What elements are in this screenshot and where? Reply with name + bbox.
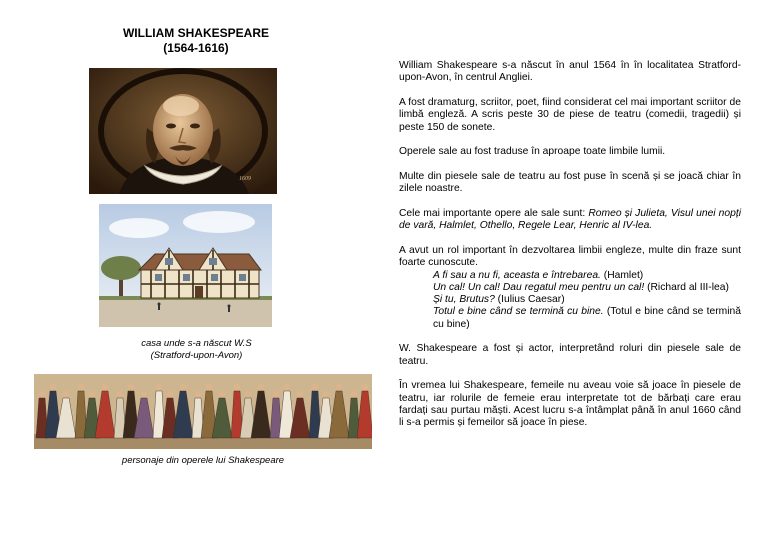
quote-source: (Totul e bine când se termină cu bine) bbox=[433, 306, 741, 330]
house-caption-line2: (Stratford-upon-Avon) bbox=[150, 350, 243, 361]
quote-item bbox=[433, 306, 741, 331]
shakespeare-portrait-image bbox=[89, 68, 277, 194]
biography-text bbox=[399, 60, 741, 442]
works-intro: Cele mai importante opere ale sale sunt: bbox=[399, 207, 589, 219]
paragraph-actor: W. Shakespeare a fost și actor, interpretând roluri din piesele sale de teatru. bbox=[399, 343, 741, 367]
characters-frieze-image bbox=[34, 374, 372, 449]
quote-text: Totul e bine când se termină cu bine. bbox=[433, 306, 604, 318]
house-caption-line1: casa unde s-a născut W.S bbox=[141, 338, 252, 349]
quote-text: Și tu, Brutus? bbox=[433, 294, 495, 306]
paragraph-birth: William Shakespeare s-a născut în anul 1564 în în localitatea Stratford-upon-Avon, în centrul Angliei. bbox=[399, 60, 741, 84]
quote-item bbox=[433, 270, 741, 282]
quote-source: (Iulius Caesar) bbox=[494, 294, 565, 306]
quote-source: (Hamlet) bbox=[600, 269, 644, 281]
stratford-house-image bbox=[99, 204, 272, 327]
paragraph-women: În vremea lui Shakespeare, femeile nu aveau voie să joace în piesele de teatru, iar rolurile de femeie erau interpretate tot de bărbați care erau fardați sau purtau măști. Acest lucru s-a întâmplat până în anul 1660 când li s-a permis și femeilor să joace în piese. bbox=[399, 380, 741, 429]
works-list: Romeo și Julieta, Visul unei nopți de vară, Halmlet, Othello, Regele Lear, Henric al IV-lea. bbox=[399, 207, 741, 232]
quote-item bbox=[433, 294, 741, 306]
quotes-list bbox=[433, 270, 741, 331]
paragraph-translations: Operele sale au fost traduse în aproape toate limbile lumii. bbox=[399, 146, 666, 158]
page-title-years: (1564-1616) bbox=[163, 41, 229, 55]
page-title: WILLIAM SHAKESPEARE bbox=[122, 26, 269, 40]
characters-caption: personaje din operele lui Shakespeare bbox=[121, 455, 285, 466]
paragraph-stage: Multe din piesele sale de teatru au fost puse în scenă și se joacă chiar în zilele noastre. bbox=[399, 170, 741, 195]
svg-text:1609: 1609 bbox=[239, 176, 251, 182]
paragraph-works bbox=[399, 208, 741, 233]
quote-text: A fi sau a nu fi, aceasta e întrebarea. bbox=[433, 269, 601, 281]
quote-source: (Richard al III-lea) bbox=[644, 281, 729, 293]
paragraph-career: A fost dramaturg, scriitor, poet, fiind considerat cel mai important scriitor de limbă engleză. A scris peste 30 de piese de teatru (comedii, tragedii) și peste 150 de sonete. bbox=[399, 96, 741, 133]
quote-item bbox=[433, 282, 741, 294]
paragraph-language: A avut un rol important în dezvoltarea limbii engleze, multe din fraze sunt foarte cunoscute. bbox=[399, 244, 741, 269]
quote-text: Un cal! Un cal! Dau regatul meu pentru un cal! bbox=[433, 281, 645, 293]
